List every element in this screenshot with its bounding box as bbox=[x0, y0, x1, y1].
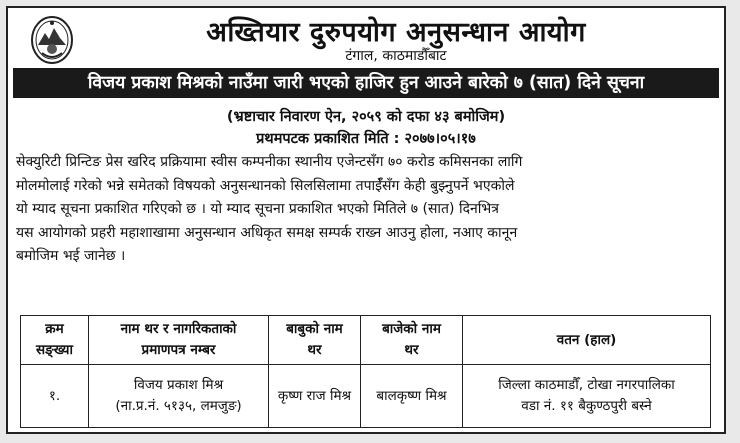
cell-father: कृष्ण राज मिश्र bbox=[269, 365, 361, 428]
notice-title: विजय प्रकाश मिश्रको नाउँमा जारी भएको हाजिर हुन आउने बारेको ७ (सात) दिने सूचना bbox=[13, 68, 719, 98]
table-row bbox=[21, 365, 711, 428]
person-details-table bbox=[20, 315, 711, 428]
header-father-name: बाबुको नाम थर bbox=[269, 316, 361, 365]
publication-date: प्रथमपटक प्रकाशित मिति : २०७७।०५।१७ bbox=[256, 131, 476, 147]
header-name-citizenship: नाम थर र नागरिकताको प्रमाणपत्र नम्बर bbox=[89, 316, 269, 365]
header-serial: क्रम सङ्ख्या bbox=[21, 316, 89, 365]
body-line: यस आयोगको प्रहरी महाशाखामा अनुसन्धान अधिकृत समक्ष सम्पर्क राख्न आउनु होला, नआए कानून bbox=[16, 224, 518, 241]
notice-page bbox=[6, 6, 726, 434]
header-address: वतन (हाल) bbox=[463, 316, 711, 365]
legal-reference: (भ्रष्टाचार निवारण ऐन, २०५९ को दफा ४३ बमोजिम) bbox=[226, 109, 506, 125]
cell-serial: १. bbox=[21, 365, 89, 428]
body-line: मोलमोलाई गरेको भन्ने समेतको विषयको अनुसन्धानको सिलसिलामा तपाईँसँग केही बुझ्नुपर्ने भएकोले bbox=[16, 177, 515, 194]
body-line: सेक्युरिटी प्रिन्टिङ प्रेस खरिद प्रक्रियामा स्वीस कम्पनीका स्थानीय एजेन्टसँग ७० करोड कमिसनका लागि bbox=[16, 154, 523, 170]
table-header-row bbox=[21, 316, 711, 365]
cell-grandfather: बालकृष्ण मिश्र bbox=[361, 365, 463, 428]
org-subtitle: टंगाल, काठमाडौँबाट bbox=[345, 48, 447, 64]
notice-header bbox=[8, 8, 724, 68]
body-line: बमोजिम भई जानेछ । bbox=[16, 248, 126, 264]
cell-name: विजय प्रकाश मिश्र (ना.प्र.नं. ५१३५, लमजुङ) bbox=[89, 365, 269, 428]
org-title: अख्तियार दुरुपयोग अनुसन्धान आयोग bbox=[206, 17, 586, 48]
notice-body bbox=[16, 151, 716, 269]
body-line: यो म्याद सूचना प्रकाशित गरिएको छ । यो म्याद सूचना प्रकाशित भएको मितिले ७ (सात) दिनभित्र bbox=[16, 201, 499, 217]
header-grandfather-name: बाजेको नाम थर bbox=[361, 316, 463, 365]
cell-address: जिल्ला काठमाडौँ, टोखा नगरपालिका वडा नं. ११ बैकुण्ठपुरी बस्ने bbox=[463, 365, 711, 428]
